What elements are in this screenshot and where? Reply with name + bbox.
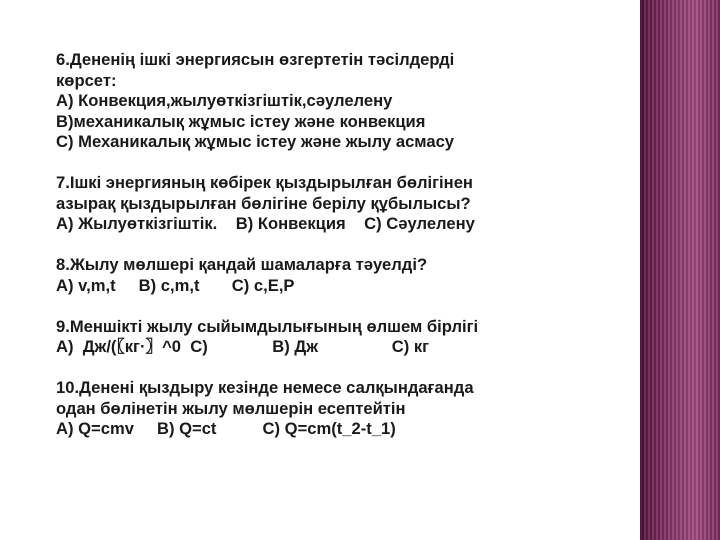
question-text-line: азырақ қыздырылған бөлігіне берілу құбылысы?: [56, 193, 471, 213]
question-text-line: 8.Жылу мөлшері қандай шамаларға тәуелді?: [56, 255, 428, 274]
question-10: [56, 378, 626, 440]
question-text-line: көрсет:: [56, 70, 117, 90]
answer-options-line: A) Дж/(〖кг·〗^0 C) B) Дж C) кг: [56, 337, 430, 356]
question-8: [56, 255, 626, 296]
decorative-side-bar: [640, 0, 720, 540]
question-6: [56, 50, 626, 153]
answer-options-line: A) Q=cmv B) Q=ct C) Q=cm(t_2-t_1): [56, 419, 396, 438]
question-text-line: 10.Денені қыздыру кезінде немесе салқындағанда: [56, 378, 474, 397]
question-text-line: 7.Ішкі энергияның көбірек қыздырылған бөлігінен: [56, 173, 473, 192]
question-text-line: 6.Дененің ішкі энергиясын өзгертетін тәсілдерді: [56, 50, 455, 69]
questions-list: [56, 50, 626, 460]
question-9: [56, 317, 626, 358]
answer-options-line: A) Жылуөткізгіштік. B) Конвекция C) Сәулелену: [56, 214, 475, 233]
answer-option-b: B)механикалық жұмыс істеу және конвекция: [56, 111, 426, 131]
answer-options-line: A) v,m,t B) c,m,t C) c,E,P: [56, 275, 295, 295]
answer-option-c: C) Механикалық жұмыс істеу және жылу асмасу: [56, 132, 455, 151]
question-text-line: одан бөлінетін жылу мөлшерін есептейтін: [56, 398, 406, 418]
answer-option-a: A) Конвекция,жылуөткізгіштік,сәулелену: [56, 91, 393, 110]
question-7: [56, 173, 626, 235]
question-text-line: 9.Меншікті жылу сыйымдылығының өлшем бірлігі: [56, 316, 479, 336]
